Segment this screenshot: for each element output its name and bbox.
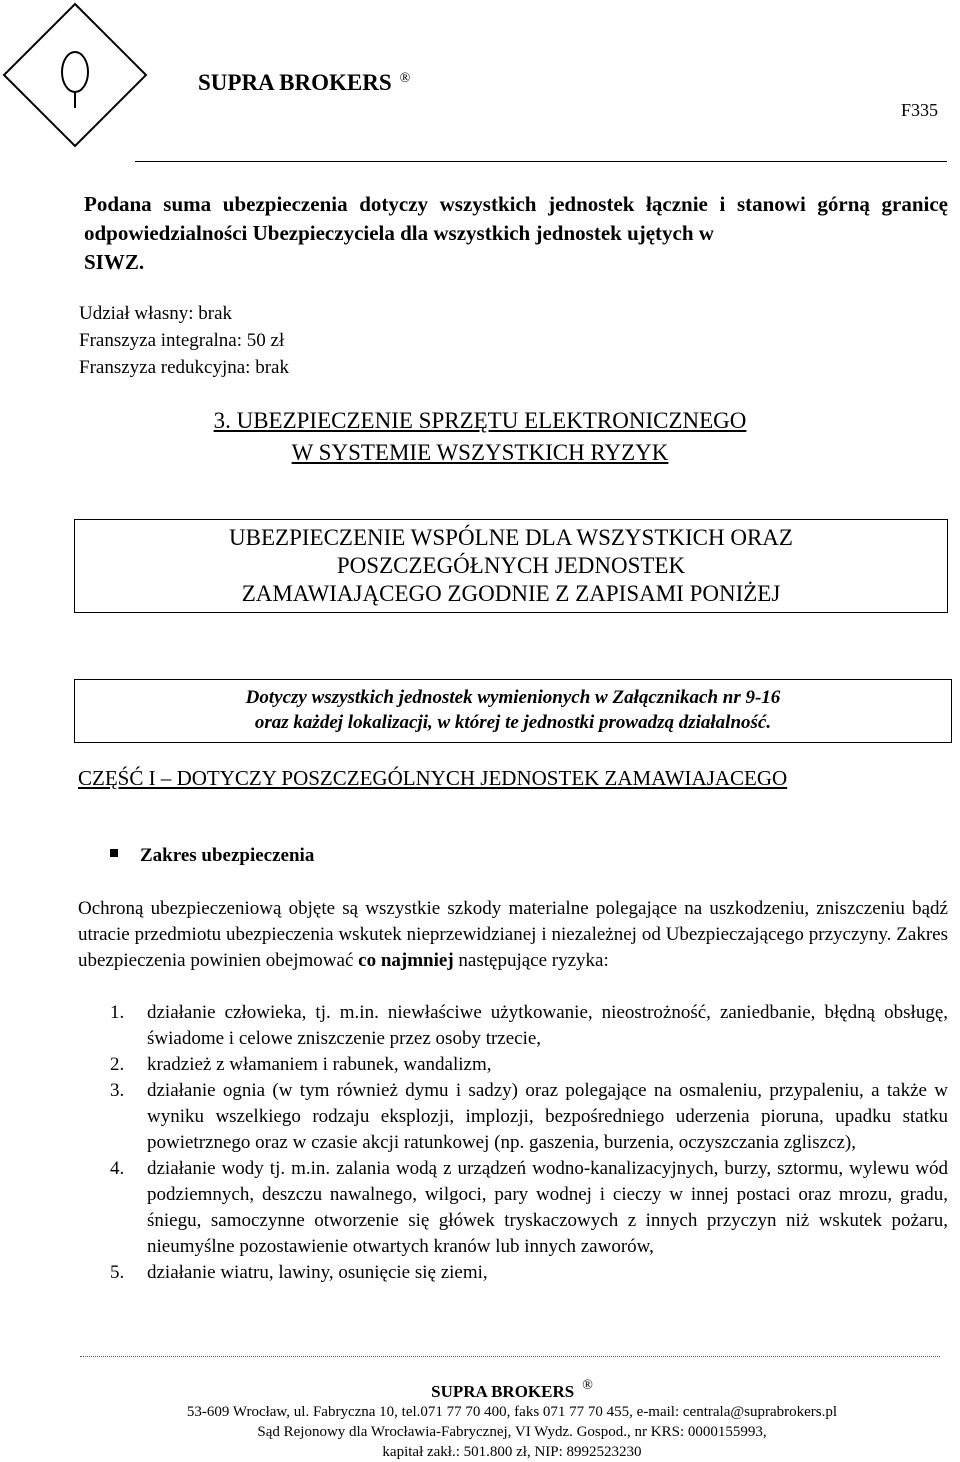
footer-brand: [0, 1376, 960, 1402]
document-code: F335: [900, 100, 938, 120]
list-item-number: 5.: [110, 1262, 125, 1283]
footer-divider: [80, 1356, 940, 1357]
joint-insurance-box: [74, 519, 948, 613]
sum-insured-notice: [84, 190, 948, 277]
box1-line-2: POSZCZEGÓŁNYCH JEDNOSTEK: [336, 553, 686, 578]
list-item-text: działanie człowieka, tj. m.in. niewłaściwe użytkowanie, nieostrożność, zaniedbanie, błędną obsługę, świadome i celowe zniszczenie przez osoby trzecie,: [147, 1002, 948, 1049]
box2-line-2: oraz każdej lokalizacji, w której te jednostki prowadzą działalność.: [254, 712, 772, 733]
supra-brokers-logo: [0, 0, 150, 150]
footer-registered-mark: ®: [582, 1378, 593, 1393]
header-brand-name: SUPRA BROKERS: [198, 70, 392, 95]
notice-line-2: SIWZ.: [84, 250, 145, 274]
integral-franchise: Franszyza integralna: 50 zł: [79, 330, 285, 351]
list-item-text: kradzież z włamaniem i rabunek, wandalizm,: [147, 1054, 492, 1075]
notice-line-1: Podana suma ubezpieczenia dotyczy wszystkich jednostek łącznie i stanowi górną granicę odpowiedzialności Ubezpieczyciela dla wszystkich jednostek ujętych w: [84, 192, 948, 245]
list-item: [78, 1078, 948, 1156]
footer-address: 53-609 Wrocław, ul. Fabryczna 10, tel.071 77 70 400, faks 071 77 70 455, e-mail: centrala@suprabrokers.pl: [186, 1404, 838, 1420]
list-item: [78, 1156, 948, 1260]
footer: [0, 1376, 960, 1462]
box1-line-1: UBEZPIECZENIE WSPÓLNE DLA WSZYSTKICH ORAZ: [229, 525, 793, 550]
footer-brand-name: SUPRA BROKERS: [431, 1382, 575, 1401]
footer-court: Sąd Rejonowy dla Wrocławia-Fabrycznej, VI Wydz. Gospod., nr KRS: 0000155993,: [257, 1424, 767, 1440]
list-item: [78, 1052, 948, 1078]
coverage-scope-label: Zakres ubezpieczenia: [140, 845, 315, 866]
risk-list: [78, 1000, 948, 1286]
own-share: Udział własny: brak: [79, 303, 233, 324]
coverage-outro: następujące ryzyka:: [458, 950, 609, 971]
list-item-number: 2.: [110, 1054, 125, 1075]
list-item: [78, 1260, 948, 1286]
coverage-intro: Ochroną ubezpieczeniową objęte są wszystkie szkody materialne polegające na uszkodzeniu, zniszczeniu bądź utracie przedmiotu ubezpieczenia wskutek nieprzewidzianej i niezależnej od Ubezpieczającego przyczyny. Zakres ubezpieczenia powinien obejmować: [78, 898, 948, 971]
section-title-line-1: 3. UBEZPIECZENIE SPRZĘTU ELEKTRONICZNEGO: [213, 408, 747, 433]
list-item-text: działanie wiatru, lawiny, osunięcie się ziemi,: [147, 1262, 488, 1283]
list-item-number: 1.: [110, 1002, 125, 1023]
box2-line-1: Dotyczy wszystkich jednostek wymienionych w Załącznikach nr 9-16: [245, 687, 781, 708]
coverage-scope-heading: [110, 845, 314, 867]
header-brand: [198, 70, 410, 96]
section-title: [0, 405, 960, 469]
reduction-franchise: Franszyza redukcyjna: brak: [79, 357, 289, 378]
part-title: CZĘŚĆ I – DOTYCZY POSZCZEGÓLNYCH JEDNOSTEK ZAMAWIAJACEGO: [78, 766, 788, 790]
footer-capital: kapitał zakł.: 501.800 zł, NIP: 8992523230: [382, 1444, 642, 1460]
list-item-number: 3.: [110, 1080, 125, 1101]
header-divider: [135, 161, 947, 162]
registered-mark: ®: [399, 71, 411, 86]
list-item-number: 4.: [110, 1158, 125, 1179]
list-item-text: działanie wody tj. m.in. zalania wodą z urządzeń wodno-kanalizacyjnych, burzy, sztormu, wylewu wód podziemnych, deszczu nawalnego, wilgoci, pary wodnej i cieczy w innej postaci oraz mrozu, gradu, śniegu, samoczynne otworzenie się główek tryskaczowych z innych przyczyn niż wskutek pożaru, nieumyślne pozostawienie otwartych kranów lub innych zaworów,: [147, 1158, 948, 1257]
coverage-emphasis: co najmniej: [358, 950, 454, 971]
box1-line-3: ZAMAWIAJĄCEGO ZGODNIE Z ZAPISAMI PONIŻEJ: [241, 581, 781, 606]
section-title-line-2: W SYSTEMIE WSZYSTKICH RYZYK: [291, 440, 669, 465]
square-bullet-icon: [110, 849, 118, 857]
franchise-block: [79, 300, 289, 381]
scope-units-box: [74, 679, 952, 743]
list-item: [78, 1000, 948, 1052]
list-item-text: działanie ognia (w tym również dymu i sadzy) oraz polegające na osmaleniu, przypaleniu, a także w wyniku wszelkiego rodzaju eksplozji, implozji, bezpośredniego uderzenia pioruna, upadku statku powietrznego oraz w czasie akcji ratunkowej (np. gaszenia, burzenia, oczyszczania zgliszcz),: [147, 1080, 948, 1153]
coverage-description: [78, 896, 948, 974]
